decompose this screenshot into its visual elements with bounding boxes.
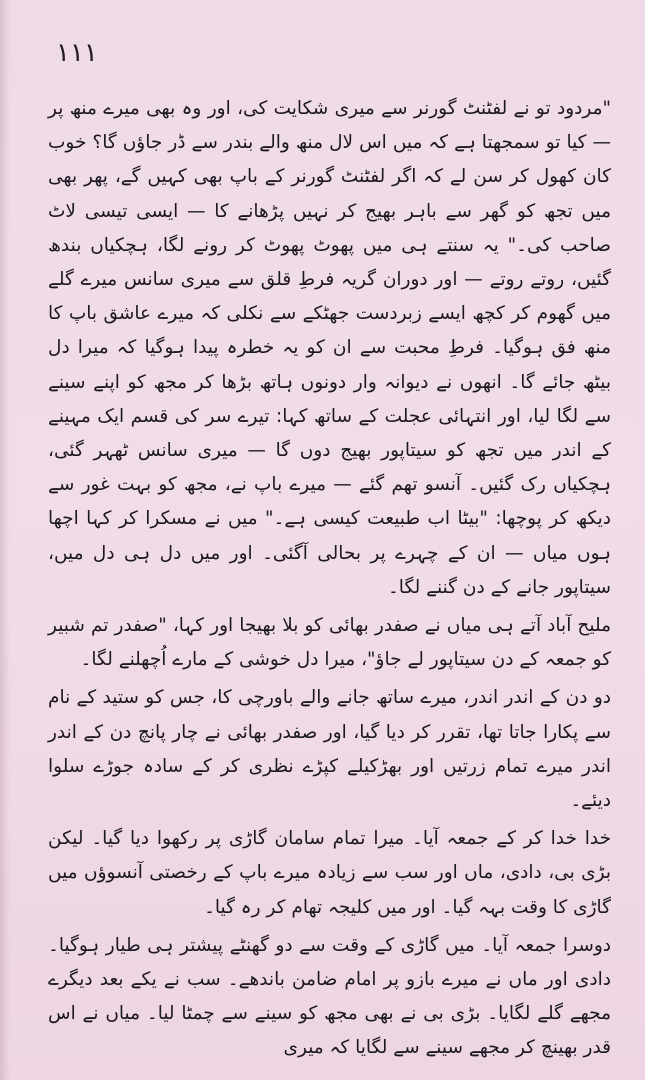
page-number: ۱۱۱ xyxy=(56,38,98,68)
paragraph: دو دن کے اندر اندر، میرے ساتھ جانے والے باورچی کا، جس کو ستید کے نام سے پکارا جاتا تھا، تقرر کر دیا گیا، اور صفدر بھائی نے چار پانچ دن کے اندر اندر میرے تمام زرتیں اور بھڑکیلے کپڑے نظری کر کے سادہ جوڑے سلوا دیئے۔ xyxy=(48,687,611,812)
paragraph: ملیح آباد آتے ہی میاں نے صفدر بھائی کو بلا بھیجا اور کہا، "صفدر تم شبیر کو جمعہ کے دن سیتاپور لے جاؤ"، میرا دل خوشی کے مارے اُچھلنے لگا۔ xyxy=(48,615,611,671)
paragraph: "مردود تو نے لفٹنٹ گورنر سے میری شکایت کی، اور وہ بھی میرے منھ پر — کیا تو سمجھتا ہے کہ میں اس لال منھ والے بندر سے ڈر جاؤں گا؟ خوب کان کھول کر سن لے کہ اگر لفٹنٹ گورنر کے باپ بھی کہیں گے، پھر بھی میں تجھ کو گھر سے باہر بھیج کر نہیں پڑھانے کا — ایسی تیسی لاٹ صاحب کی۔" یہ سنتے ہی میں پھوٹ پھوٹ کر رونے لگا، ہچکیاں بندھ گئیں، روتے روتے — اور دوران گریہ فرطِ قلق سے میری سانس میرے گلے میں گھوم کر کچھ ایسے زبردست جھٹکے سے نکلی کہ میرے عاشق باپ کا منھ فق ہوگیا۔ فرطِ محبت سے ان کو یہ خطرہ پیدا ہوگیا کہ میرا دل بیٹھ جائے گا۔ انھوں نے دیوانہ وار دونوں ہاتھ بڑھا کر مجھ کو اپنے سینے سے لگا لیا، اور انتہائی عجلت کے ساتھ کہا: تیرے سر کی قسم ایک مہینے کے اندر میں تجھ کو سیتاپور بھیج دوں گا — میری سانس ٹھہر گئی، ہچکیاں رک گئیں۔ آنسو تھم گئے — میرے باپ نے، مجھ کو بہت غور سے دیکھ کر پوچھا: "بیٹا اب طبیعت کیسی ہے۔" میں نے مسکرا کر کہا اچھا ہوں میاں — ان کے چہرے پر بحالی آگئی۔ اور میں دل ہی دل میں، سیتاپور جانے کے دن گننے لگا۔ xyxy=(48,98,611,598)
paragraph: دوسرا جمعہ آیا۔ میں گاڑی کے وقت سے دو گھنٹے پیشتر ہی طیار ہوگیا۔ دادی اور ماں نے میرے بازو پر امام ضامن باندھے۔ سب نے یکے بعد دیگرے مجھے گلے لگایا۔ بڑی بی نے بھی مجھ کو سینے سے چمٹا لیا۔ میاں نے اس قدر بھینچ کر مجھے سینے سے لگایا کہ میری xyxy=(48,934,611,1059)
page-text xyxy=(48,92,611,1066)
paragraph: خدا خدا کر کے جمعہ آیا۔ میرا تمام سامان گاڑی پر رکھوا دیا گیا۔ لیکن بڑی بی، دادی، ماں اور سب سے زیادہ میرے باپ کے رخصتی آنسوؤں میں گاڑی کا وقت بہہ گیا۔ اور میں کلیجہ تھام کر رہ گیا۔ xyxy=(48,828,611,918)
